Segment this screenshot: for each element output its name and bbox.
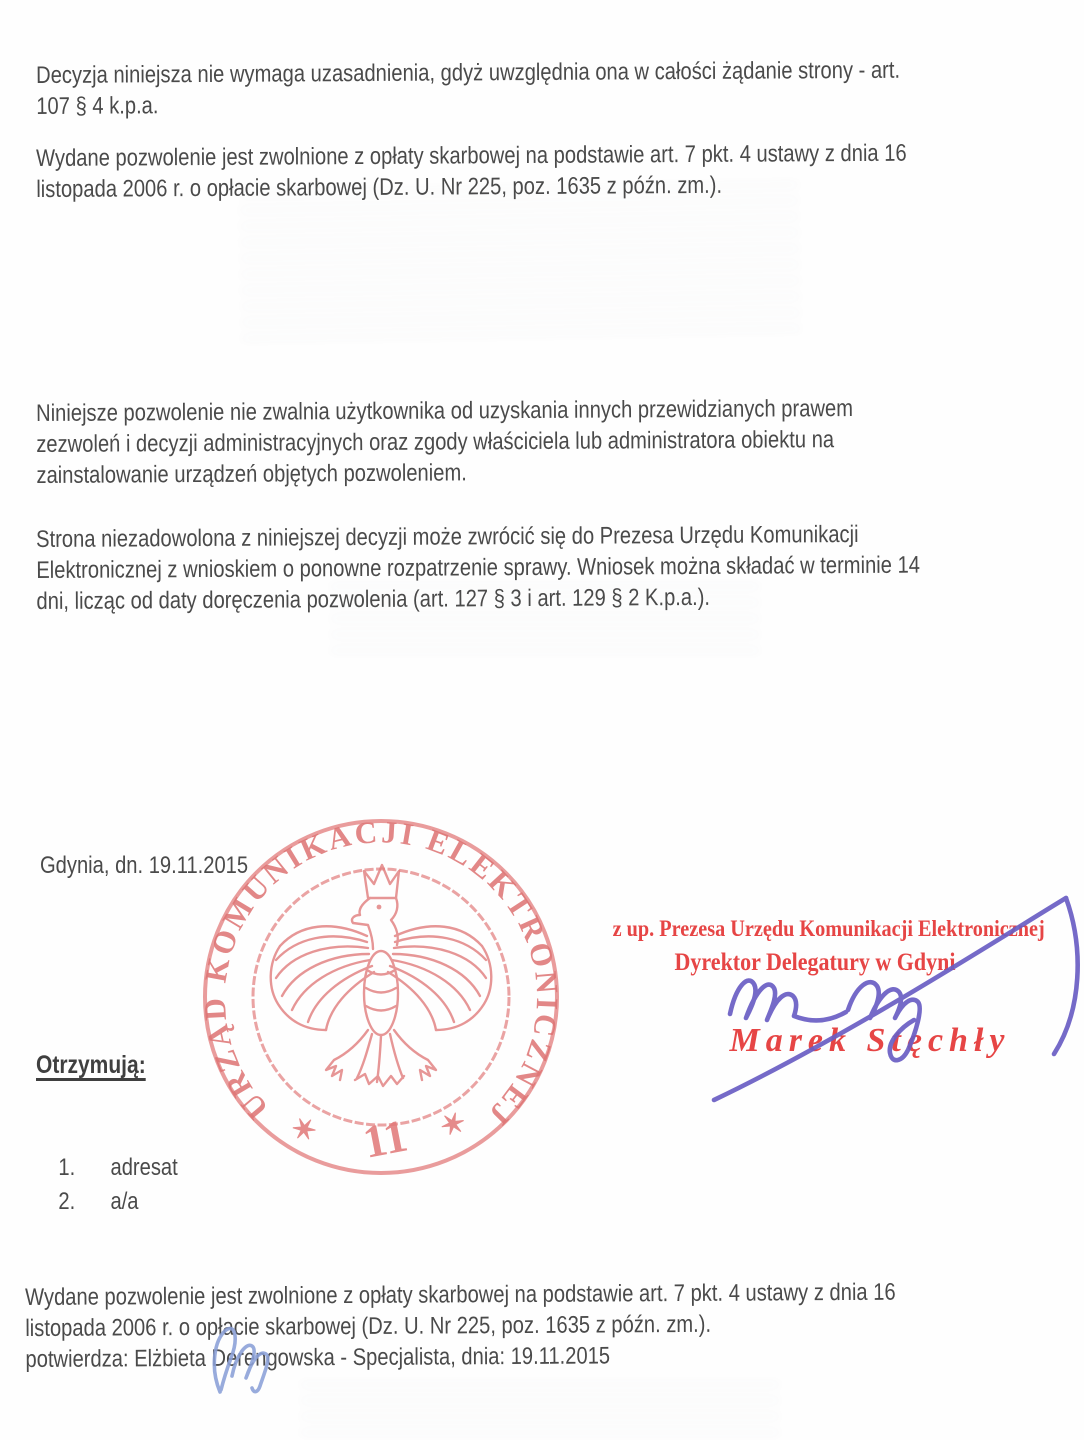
paragraph-line: zainstalowanie urządzeń objętych pozwoleniem. (36, 459, 467, 489)
signatory-name: Marek Stęchły (729, 1022, 1011, 1059)
paragraph-line: Decyzja niniejsza nie wymaga uzasadnienia, gdyż uwzględnia ona w całości żądanie strony - art. (36, 56, 901, 89)
recipients-heading: Otrzymują: (36, 1051, 146, 1079)
bleed-through-artifact (239, 180, 802, 340)
authorization-line1: z up. Prezesa Urzędu Komunikacji Elektronicznej (612, 916, 1045, 941)
footer-line: Wydane pozwolenie jest zwolnione z opłaty skarbowej na podstawie art. 7 pkt. 4 ustawy z dnia 16 (25, 1278, 896, 1311)
recipient-label: a/a (110, 1188, 139, 1215)
eagle-emblem (271, 865, 492, 1086)
stamp-number: 11 (358, 1109, 412, 1168)
recipient-number: 1. (58, 1154, 76, 1181)
recipient-number: 2. (58, 1188, 76, 1215)
paragraph-appeal-rights (36, 519, 920, 617)
paragraph-line: listopada 2006 r. o opłacie skarbowej (Dz. U. Nr 225, poz. 1635 z późn. zm.). (36, 171, 723, 203)
handwritten-signature (580, 868, 1084, 1118)
bleed-through-artifact (300, 1372, 780, 1434)
paragraph-no-justification (36, 55, 900, 122)
place-date-line: Gdynia, dn. 19.11.2015 (40, 852, 249, 879)
paragraph-fee-exemption (36, 138, 907, 205)
office-round-stamp (192, 808, 570, 1186)
recipient-item (36, 1160, 139, 1244)
paragraph-line: 107 § 4 k.p.a. (36, 92, 159, 120)
paragraph-other-permits (36, 393, 853, 491)
stamp-star-left: ✶ (286, 1110, 323, 1151)
footer-line: potwierdza: Elżbieta Derengowska - Specjalista, dnia: 19.11.2015 (25, 1342, 611, 1373)
footer-confirmation (25, 1277, 896, 1375)
clerk-initials-signature (198, 1314, 278, 1400)
recipient-label: adresat (110, 1154, 178, 1181)
paragraph-line: Wydane pozwolenie jest zwolnione z opłaty skarbowej na podstawie art. 7 pkt. 4 ustawy z dnia 16 (36, 139, 907, 172)
paragraph-line: dni, licząc od daty doręczenia pozwolenia (art. 127 § 3 i art. 129 § 2 K.p.a.). (36, 583, 711, 615)
paragraph-line: Elektronicznej z wnioskiem o ponowne rozpatrzenie sprawy. Wniosek można składać w terminie 14 (36, 551, 921, 584)
footer-line: listopada 2006 r. o opłacie skarbowej (Dz. U. Nr 225, poz. 1635 z późn. zm.). (25, 1310, 712, 1342)
stamp-star-right: ✶ (436, 1106, 469, 1145)
authorization-line2: Dyrektor Delegatury w Gdyni (674, 949, 956, 976)
stamp-ring-text: URZĄD KOMUNIKACJI ELEKTRONICZNEJ (196, 813, 566, 1135)
paragraph-line: Niniejsze pozwolenie nie zwalnia użytkownika od uzyskania innych przewidzianych prawem (36, 395, 854, 427)
paragraph-line: zezwoleń i decyzji administracyjnych oraz zgody właściciela lub administratora obiektu na (36, 426, 835, 458)
paragraph-line: Strona niezadowolona z niniejszej decyzji może zwrócić się do Prezesa Urzędu Komunikacji (36, 520, 859, 553)
